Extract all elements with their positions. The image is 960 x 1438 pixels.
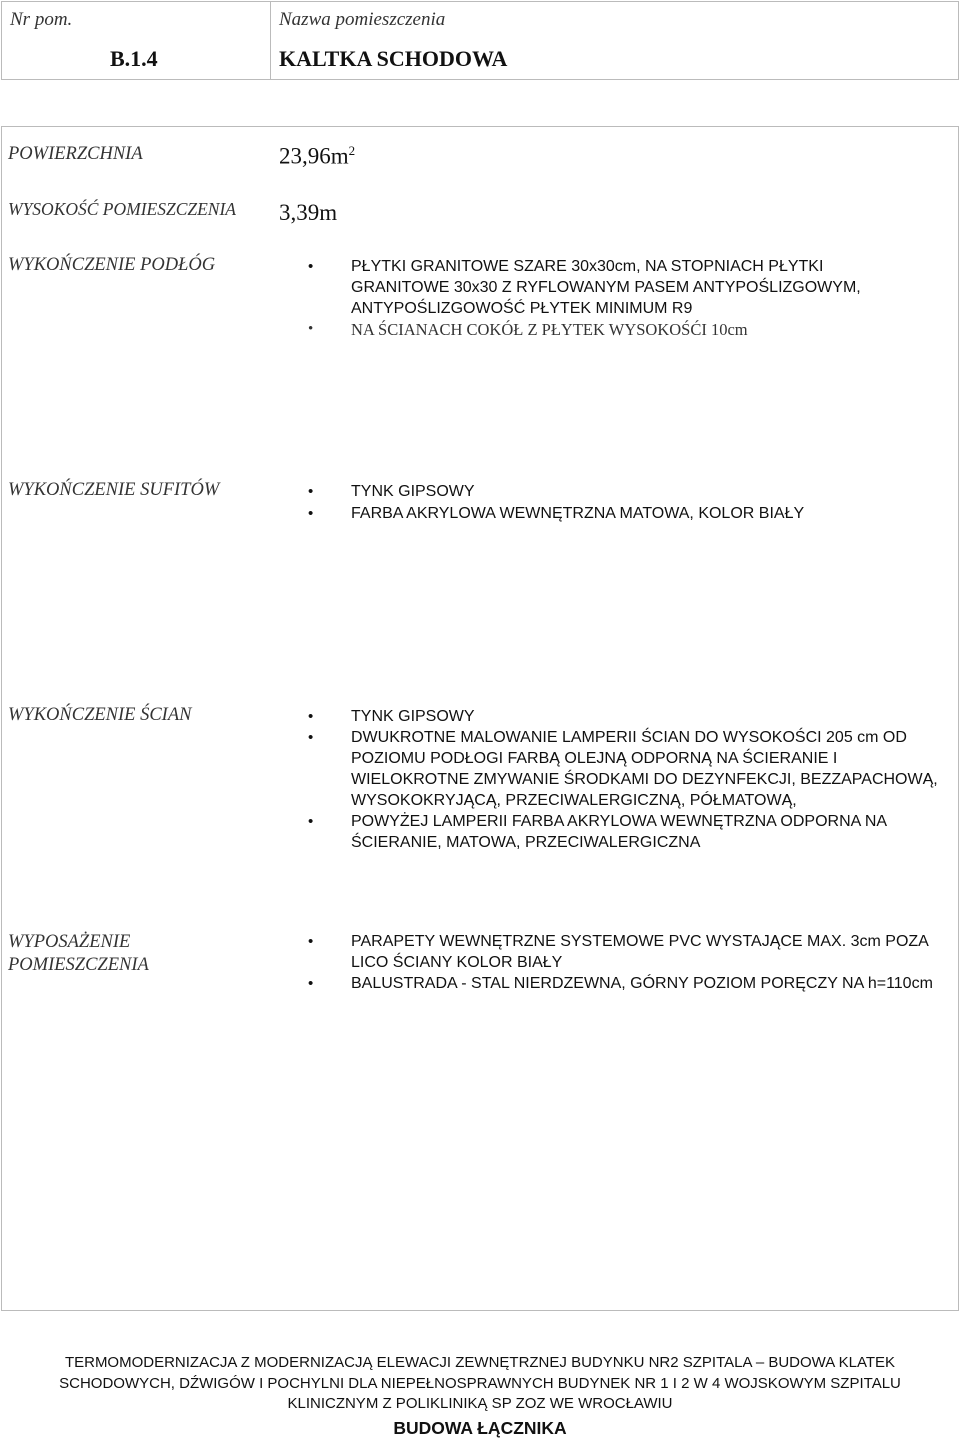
height-label: WYSOKOŚĆ POMIESZCZENIA <box>8 199 236 220</box>
wall-finish-item: • POWYŻEJ LAMPERII FARBA AKRYLOWA WEWNĘTRZNA ODPORNA NA ŚCIERANIE, MATOWA, PRZECIWALERGICZNA <box>306 811 942 853</box>
equipment-label <box>8 931 149 977</box>
wall-finish-list <box>306 706 942 853</box>
footer-line: KLINICZNYM Z POLIKLINIKĄ SP ZOZ WE WROCŁAWIU <box>0 1394 960 1415</box>
wall-finish-item: • TYNK GIPSOWY <box>306 706 942 727</box>
equipment-label-line2: POMIESZCZENIA <box>8 954 149 977</box>
area-number: 23,96m <box>279 144 349 169</box>
height-value: 3,39m <box>279 200 337 226</box>
ceiling-finish-list <box>306 481 906 524</box>
equipment-item: • BALUSTRADA - STAL NIERDZEWNA, GÓRNY POZIOM PORĘCZY NA h=110cm <box>306 973 946 994</box>
equipment-label-line1: WYPOSAŻENIE <box>8 931 149 954</box>
floor-finish-list <box>306 256 906 340</box>
room-name: KALTKA SCHODOWA <box>279 46 507 72</box>
area-value <box>279 143 355 170</box>
area-unit-exponent: 2 <box>349 143 356 158</box>
footer-title: BUDOWA ŁĄCZNIKA <box>0 1418 960 1438</box>
ceiling-finish-item: • TYNK GIPSOWY <box>306 481 906 502</box>
equipment-list <box>306 931 946 994</box>
floor-finish-item: • NA ŚCIANACH COKÓŁ Z PŁYTEK WYSOKOŚĆI 10cm <box>306 319 906 340</box>
floor-finish-item: • PŁYTKI GRANITOWE SZARE 30x30cm, NA STOPNIACH PŁYTKI GRANITOWE 30x30 Z RYFLOWANYM PASEM ANTYPOŚLIZGOWYM, ANTYPOŚLIZGOWOŚĆ PŁYTEK MINIMUM R9 <box>306 256 906 319</box>
wall-finish-label: WYKOŃCZENIE ŚCIAN <box>8 705 191 726</box>
area-label: POWIERZCHNIA <box>8 144 143 165</box>
room-number-label: Nr pom. <box>10 9 72 31</box>
wall-finish-item: • DWUKROTNE MALOWANIE LAMPERII ŚCIAN DO WYSOKOŚCI 205 cm OD POZIOMU PODŁOGI FARBĄ OLEJNĄ ODPORNĄ NA ŚCIERANIE I WIELOKROTNE ZMYWANIE ŚRODKAMI DO DEZYNFEKCJI, BEZZAPACHOWĄ, WYSOKOKRYJĄCĄ, PRZECIWALERGICZNĄ, PÓŁMATOWĄ, <box>306 727 942 811</box>
ceiling-finish-item: • FARBA AKRYLOWA WEWNĘTRZNA MATOWA, KOLOR BIAŁY <box>306 503 906 524</box>
ceiling-finish-label: WYKOŃCZENIE SUFITÓW <box>8 480 219 501</box>
room-number: B.1.4 <box>110 46 158 72</box>
equipment-item: • PARAPETY WEWNĘTRZNE SYSTEMOWE PVC WYSTAJĄCE MAX. 3cm POZA LICO ŚCIANY KOLOR BIAŁY <box>306 931 946 973</box>
floor-finish-label: WYKOŃCZENIE PODŁÓG <box>8 255 215 276</box>
footer-line: SCHODOWYCH, DŹWIGÓW I POCHYLNI DLA NIEPEŁNOSPRAWNYCH BUDYNEK NR 1 I 2 W 4 WOJSKOWYM SZPITALU <box>0 1374 960 1395</box>
header-divider <box>270 1 271 80</box>
project-footer <box>0 1353 960 1438</box>
room-name-label: Nazwa pomieszczenia <box>279 9 445 31</box>
footer-line: TERMOMODERNIZACJA Z MODERNIZACJĄ ELEWACJI ZEWNĘTRZNEJ BUDYNKU NR2 SZPITALA – BUDOWA KLATEK <box>0 1353 960 1374</box>
